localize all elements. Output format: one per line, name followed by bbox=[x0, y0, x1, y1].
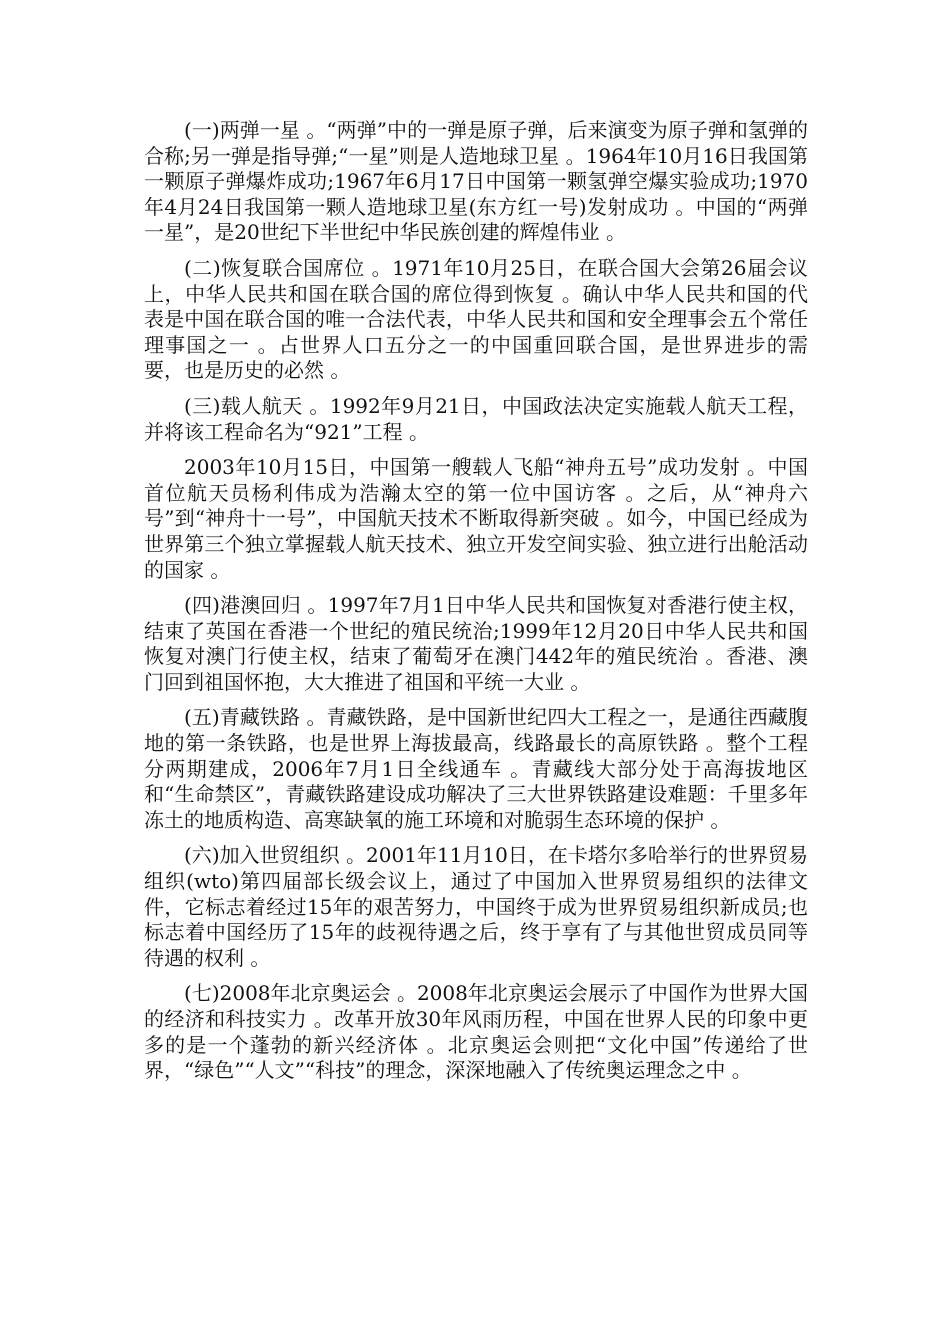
paragraph-qinghai-tibet-railway: (五)青藏铁路 。青藏铁路，是中国新世纪四大工程之一，是通往西藏腹地的第一条铁路，也是世界上海拔最高，线路最长的高原铁路 。整个工程分两期建成，2006年7月1日全线通车 。青藏线大部分处于高海拔地区和“生命禁区”，青藏铁路建设成功解决了三大世界铁路建设难题：千里多年冻土的地质构造、高寒缺氧的施工环境和对脆弱生态环境的保护 。 bbox=[144, 705, 808, 832]
paragraph-manned-spaceflight: (三)载人航天 。1992年9月21日，中国政法决定实施载人航天工程，并将该工程命名为“921”工程 。 bbox=[144, 393, 808, 444]
paragraph-un-seat: (二)恢复联合国席位 。1971年10月25日，在联合国大会第26届会议上，中华人民共和国在联合国的席位得到恢复 。确认中华人民共和国的代表是中国在联合国的唯一合法代表，中华人民共和国和安全理事会五个常任理事国之一 。占世界人口五分之一的中国重回联合国，是世界进步的需要，也是历史的必然 。 bbox=[144, 255, 808, 383]
paragraph-beijing-olympics: (七)2008年北京奥运会 。2008年北京奥运会展示了中国作为世界大国的经济和科技实力 。改革开放30年风雨历程，中国在世界人民的印象中更多的是一个蓬勃的新兴经济体 。北京奥运会则把“文化中国”传递给了世界，“绿色”“人文”“科技”的理念，深深地融入了传统奥运理念之中 。 bbox=[144, 981, 808, 1083]
paragraph-two-bombs-one-satellite: (一)两弹一星 。“两弹”中的一弹是原子弹，后来演变为原子弹和氢弹的合称;另一弹是指导弹;“一星”则是人造地球卫星 。1964年10月16日我国第一颗原子弹爆炸成功;1967年6月17日中国第一颗氢弹空爆实验成功;1970年4月24日我国第一颗人造地球卫星(东方红一号)发射成功 。中国的“两弹一星”，是20世纪下半世纪中华民族创建的辉煌伟业 。 bbox=[144, 118, 808, 245]
paragraph-shenzhou: 2003年10月15日，中国第一艘载人飞船“神舟五号”成功发射 。中国首位航天员杨利伟成为浩瀚太空的第一位中国访客 。之后，从“神舟六号”到“神舟十一号”，中国航天技术不断取得新突破 。如今，中国已经成为世界第三个独立掌握载人航天技术、独立开发空间实验、独立进行出舱活动的国家 。 bbox=[144, 455, 808, 582]
paragraph-wto: (六)加入世贸组织 。2001年11月10日，在卡塔尔多哈举行的世界贸易组织(wto)第四届部长级会议上，通过了中国加入世界贸易组织的法律文件，它标志着经过15年的艰苦努力，中国终于成为世界贸易组织新成员;也标志着中国经历了15年的歧视待遇之后，终于享有了与其他世贸成员同等待遇的权利 。 bbox=[144, 843, 808, 970]
document-body bbox=[144, 118, 808, 1094]
paragraph-hk-macau-return: (四)港澳回归 。1997年7月1日中华人民共和国恢复对香港行使主权，结束了英国在香港一个世纪的殖民统治;1999年12月20日中华人民共和国恢复对澳门行使主权，结束了葡萄牙在澳门442年的殖民统治 。香港、澳门回到祖国怀抱，大大推进了祖国和平统一大业 。 bbox=[144, 593, 808, 694]
